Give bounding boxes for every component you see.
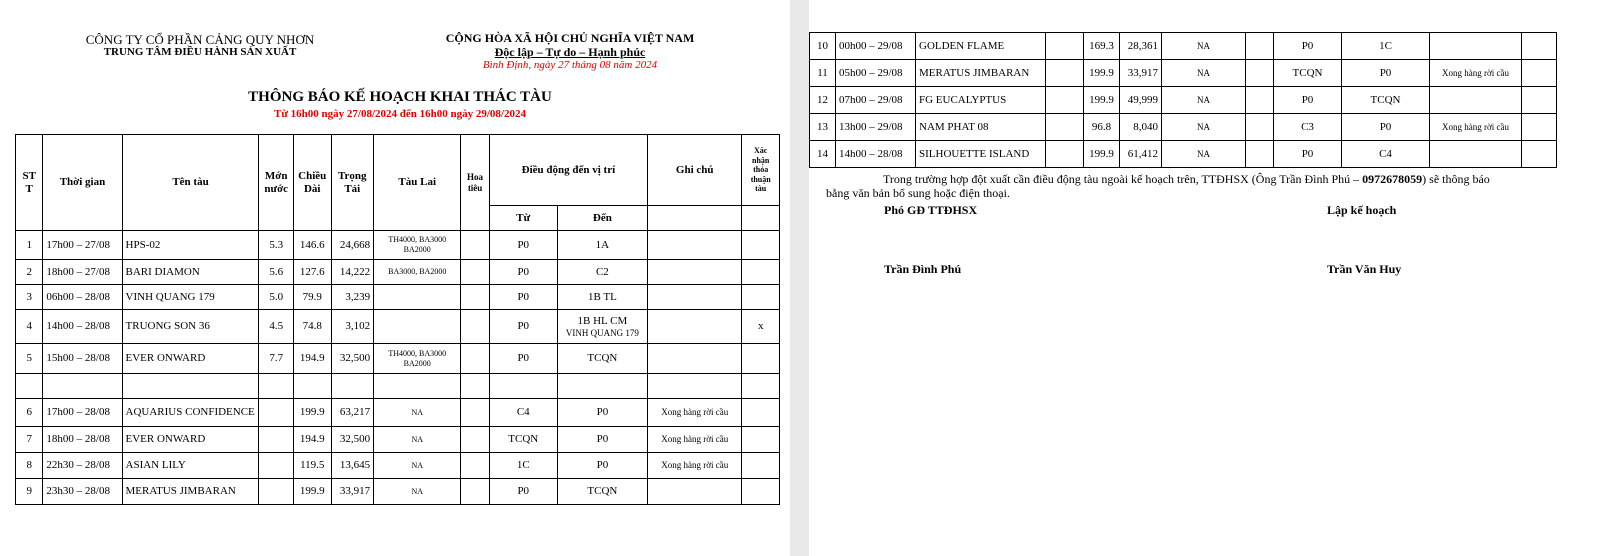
col-header-to: Đến <box>557 206 647 231</box>
cell-length: 96.8 <box>1084 114 1120 141</box>
cell-length: 119.5 <box>293 453 331 479</box>
col-header-from: Từ <box>489 206 557 231</box>
cell-time: 14h00 – 28/08 <box>836 141 916 168</box>
date-line: Bình Định, ngày 27 tháng 08 năm 2024 <box>482 59 658 71</box>
cell-time: 15h00 – 28/08 <box>43 344 122 374</box>
cell-time: 18h00 – 27/08 <box>43 260 122 285</box>
cell-tonnage: 61,412 <box>1120 141 1162 168</box>
cell-ship-name: MERATUS JIMBARAN <box>122 479 259 505</box>
cell-confirm <box>742 285 780 310</box>
cell-length: 199.9 <box>293 479 331 505</box>
cell-ship-name: FG EUCALYPTUS <box>916 87 1046 114</box>
cell-stt: 4 <box>16 310 43 344</box>
cell-length: 199.9 <box>293 399 331 427</box>
cell-tonnage: 63,217 <box>331 399 374 427</box>
cell-stt: 14 <box>810 141 836 168</box>
cell-stt: 10 <box>810 33 836 60</box>
cell-time: 00h00 – 29/08 <box>836 33 916 60</box>
cell-pilot <box>461 479 489 505</box>
cell-time: 06h00 – 28/08 <box>43 285 122 310</box>
cell-from: P0 <box>489 285 557 310</box>
cell-time <box>43 374 122 399</box>
cell-draft: 5.0 <box>259 285 293 310</box>
table-row <box>810 60 1557 87</box>
cell-stt: 1 <box>16 231 43 260</box>
cell-note <box>648 374 742 399</box>
cell-time: 18h00 – 28/08 <box>43 427 122 453</box>
cell-from: P0 <box>489 310 557 344</box>
cell-pilot <box>461 260 489 285</box>
table-row <box>16 479 780 505</box>
cell-tug: NA <box>1162 87 1246 114</box>
col-header-length: Chiều Dài <box>293 135 331 231</box>
footer-note-line2: bằng văn bản bổ sung hoặc điện thoại. <box>826 186 1010 200</box>
cell-length: 74.8 <box>293 310 331 344</box>
cell-draft <box>259 399 293 427</box>
cell-length: 199.9 <box>1084 141 1120 168</box>
cell-pilot <box>1246 33 1274 60</box>
cell-length: 169.3 <box>1084 33 1120 60</box>
cell-tonnage: 32,500 <box>331 344 374 374</box>
cell-draft <box>1046 114 1084 141</box>
cell-ship-name <box>122 374 259 399</box>
table-row <box>16 310 780 344</box>
cell-time: 17h00 – 27/08 <box>43 231 122 260</box>
cell-pilot <box>1246 114 1274 141</box>
cell-tug: TH4000, BA3000 BA2000 <box>374 344 461 374</box>
cell-tonnage: 49,999 <box>1120 87 1162 114</box>
cell-pilot <box>461 285 489 310</box>
cell-to: C4 <box>1342 141 1430 168</box>
cell-from: TCQN <box>489 427 557 453</box>
cell-stt: 9 <box>16 479 43 505</box>
cell-from: P0 <box>489 344 557 374</box>
cell-note <box>1430 87 1522 114</box>
table-row <box>16 344 780 374</box>
col-header-time: Thời gian <box>43 135 122 231</box>
cell-stt: 8 <box>16 453 43 479</box>
cell-draft <box>259 427 293 453</box>
cell-tug: TH4000, BA3000 BA2000 <box>374 231 461 260</box>
cell-stt: 6 <box>16 399 43 427</box>
cell-confirm <box>742 453 780 479</box>
document-page-2 <box>809 0 1600 556</box>
cell-length: 127.6 <box>293 260 331 285</box>
cell-ship-name: TRUONG SON 36 <box>122 310 259 344</box>
cell-from: TCQN <box>1274 60 1342 87</box>
department-name: TRUNG TÂM ĐIỀU HÀNH SẢN XUẤT <box>103 46 297 58</box>
cell-tug: NA <box>1162 114 1246 141</box>
cell-to: 1A <box>557 231 647 260</box>
cell-length <box>293 374 331 399</box>
col-header-pilot: Hoa tiêu <box>461 135 489 231</box>
schedule-table <box>15 134 780 505</box>
cell-length: 79.9 <box>293 285 331 310</box>
cell-note <box>648 260 742 285</box>
cell-confirm <box>742 231 780 260</box>
cell-pilot <box>461 374 489 399</box>
cell-note <box>648 285 742 310</box>
table-row <box>16 374 780 399</box>
cell-tonnage: 28,361 <box>1120 33 1162 60</box>
cell-to: P0 <box>557 427 647 453</box>
cell-draft <box>1046 60 1084 87</box>
cell-from <box>489 374 557 399</box>
cell-tonnage: 33,917 <box>331 479 374 505</box>
cell-confirm <box>1522 33 1557 60</box>
cell-to: TCQN <box>1342 87 1430 114</box>
cell-pilot <box>461 310 489 344</box>
cell-to: TCQN <box>557 344 647 374</box>
cell-tug: NA <box>1162 33 1246 60</box>
table-row <box>16 231 780 260</box>
cell-length: 146.6 <box>293 231 331 260</box>
cell-stt: 7 <box>16 427 43 453</box>
col-header-tonnage: Trọng Tải <box>331 135 374 231</box>
cell-note <box>1430 33 1522 60</box>
table-row <box>16 260 780 285</box>
cell-stt: 13 <box>810 114 836 141</box>
cell-ship-name: EVER ONWARD <box>122 344 259 374</box>
col-header-confirm: Xác nhận thỏa thuận tàu <box>742 135 780 206</box>
cell-note: Xong hàng rời cầu <box>1430 114 1522 141</box>
cell-tonnage: 3,239 <box>331 285 374 310</box>
cell-confirm <box>1522 87 1557 114</box>
cell-tug <box>374 374 461 399</box>
signer-left-role: Phó GĐ TTĐHSX <box>884 203 978 217</box>
cell-ship-name: VINH QUANG 179 <box>122 285 259 310</box>
page-title: THÔNG BÁO KẾ HOẠCH KHAI THÁC TÀU <box>248 89 552 105</box>
schedule-table-continued <box>809 32 1557 168</box>
cell-confirm <box>1522 60 1557 87</box>
company-name: CÔNG TY CỔ PHẦN CẢNG QUY NHƠN <box>85 32 315 47</box>
cell-tug: NA <box>1162 141 1246 168</box>
cell-stt: 5 <box>16 344 43 374</box>
col-header-draft: Mớn nước <box>259 135 293 231</box>
cell-ship-name: SILHOUETTE ISLAND <box>916 141 1046 168</box>
cell-tug: NA <box>374 427 461 453</box>
cell-ship-name: ASIAN LILY <box>122 453 259 479</box>
cell-tug <box>374 310 461 344</box>
footer-note-line1: Trong trường hợp đột xuất cần điều động tàu ngoài kế hoạch trên, TTĐHSX (Ông Trần Đình Phú – 0972678059) sẽ thông báo <box>883 172 1490 186</box>
cell-length: 194.9 <box>293 344 331 374</box>
col-header-note: Ghi chú <box>648 135 742 206</box>
cell-draft <box>1046 141 1084 168</box>
cell-confirm <box>1522 141 1557 168</box>
cell-tonnage: 8,040 <box>1120 114 1162 141</box>
cell-stt <box>16 374 43 399</box>
cell-ship-name: GOLDEN FLAME <box>916 33 1046 60</box>
cell-to <box>557 374 647 399</box>
col-header-tug: Tàu Lai <box>374 135 461 231</box>
cell-pilot <box>461 399 489 427</box>
cell-length: 199.9 <box>1084 60 1120 87</box>
contact-phone: 0972678059 <box>1362 172 1423 186</box>
cell-ship-name: HPS-02 <box>122 231 259 260</box>
cell-pilot <box>461 453 489 479</box>
nation-motto: Độc lập – Tự do – Hạnh phúc <box>494 45 646 59</box>
table-row <box>810 141 1557 168</box>
cell-to: C2 <box>557 260 647 285</box>
cell-confirm <box>1522 114 1557 141</box>
cell-time: 13h00 – 29/08 <box>836 114 916 141</box>
cell-draft <box>259 453 293 479</box>
cell-from: C3 <box>1274 114 1342 141</box>
cell-confirm <box>742 260 780 285</box>
cell-length: 194.9 <box>293 427 331 453</box>
cell-draft <box>1046 87 1084 114</box>
cell-note <box>648 310 742 344</box>
signer-left-name: Trần Đình Phú <box>884 262 962 276</box>
cell-confirm <box>742 344 780 374</box>
signer-right-name: Trần Văn Huy <box>1327 262 1402 276</box>
table-row <box>16 285 780 310</box>
cell-tonnage: 14,222 <box>331 260 374 285</box>
cell-from: P0 <box>1274 87 1342 114</box>
cell-to: 1B HL CM VINH QUANG 179 <box>557 310 647 344</box>
cell-tug: NA <box>374 453 461 479</box>
table-header-row <box>16 135 780 206</box>
cell-tug: NA <box>374 479 461 505</box>
cell-tonnage: 13,645 <box>331 453 374 479</box>
cell-stt: 11 <box>810 60 836 87</box>
cell-to: 1B TL <box>557 285 647 310</box>
cell-time: 22h30 – 28/08 <box>43 453 122 479</box>
table-row <box>16 427 780 453</box>
table-row <box>810 33 1557 60</box>
cell-to: P0 <box>557 399 647 427</box>
table-row <box>16 453 780 479</box>
cell-note: Xong hàng rời cầu <box>648 399 742 427</box>
cell-draft: 7.7 <box>259 344 293 374</box>
cell-draft <box>259 374 293 399</box>
signer-right-role: Lập kế hoạch <box>1327 203 1397 217</box>
cell-from: P0 <box>1274 33 1342 60</box>
cell-draft: 5.6 <box>259 260 293 285</box>
cell-pilot <box>1246 141 1274 168</box>
cell-confirm: x <box>742 310 780 344</box>
cell-tonnage: 33,917 <box>1120 60 1162 87</box>
cell-to: P0 <box>1342 60 1430 87</box>
cell-time: 05h00 – 29/08 <box>836 60 916 87</box>
cell-confirm <box>742 479 780 505</box>
cell-note: Xong hàng rời cầu <box>648 453 742 479</box>
cell-tonnage: 24,668 <box>331 231 374 260</box>
cell-note <box>1430 141 1522 168</box>
cell-tug: NA <box>374 399 461 427</box>
cell-confirm <box>742 374 780 399</box>
cell-draft: 4.5 <box>259 310 293 344</box>
cell-from: 1C <box>489 453 557 479</box>
cell-to: 1C <box>1342 33 1430 60</box>
cell-to: TCQN <box>557 479 647 505</box>
cell-ship-name: NAM PHAT 08 <box>916 114 1046 141</box>
cell-confirm <box>742 399 780 427</box>
cell-ship-name: BARI DIAMON <box>122 260 259 285</box>
cell-tug: NA <box>1162 60 1246 87</box>
cell-tonnage <box>331 374 374 399</box>
cell-pilot <box>1246 87 1274 114</box>
cell-ship-name: EVER ONWARD <box>122 427 259 453</box>
cell-pilot <box>1246 60 1274 87</box>
cell-note <box>648 479 742 505</box>
cell-note <box>648 231 742 260</box>
cell-time: 14h00 – 28/08 <box>43 310 122 344</box>
cell-stt: 3 <box>16 285 43 310</box>
cell-tug: BA3000, BA2000 <box>374 260 461 285</box>
cell-from: C4 <box>489 399 557 427</box>
col-header-move: Điều động đến vị trí <box>489 135 647 206</box>
col-header-ship: Tên tàu <box>122 135 259 231</box>
cell-note: Xong hàng rời cầu <box>648 427 742 453</box>
cell-pilot <box>461 427 489 453</box>
document-page-1 <box>0 0 790 556</box>
cell-length: 199.9 <box>1084 87 1120 114</box>
cell-tonnage: 3,102 <box>331 310 374 344</box>
cell-note: Xong hàng rời cầu <box>1430 60 1522 87</box>
table-row <box>810 114 1557 141</box>
cell-time: 17h00 – 28/08 <box>43 399 122 427</box>
cell-ship-name: AQUARIUS CONFIDENCE <box>122 399 259 427</box>
cell-from: P0 <box>1274 141 1342 168</box>
cell-stt: 2 <box>16 260 43 285</box>
cell-draft <box>259 479 293 505</box>
cell-draft <box>1046 33 1084 60</box>
cell-pilot <box>461 344 489 374</box>
cell-time: 23h30 – 28/08 <box>43 479 122 505</box>
table-row <box>810 87 1557 114</box>
col-header-stt: ST T <box>16 135 43 231</box>
nation-title: CỘNG HÒA XÃ HỘI CHỦ NGHĨA VIỆT NAM <box>445 31 695 45</box>
cell-from: P0 <box>489 260 557 285</box>
table-row <box>16 399 780 427</box>
cell-note <box>648 344 742 374</box>
cell-pilot <box>461 231 489 260</box>
cell-to: P0 <box>557 453 647 479</box>
cell-stt: 12 <box>810 87 836 114</box>
cell-draft: 5.3 <box>259 231 293 260</box>
cell-to: P0 <box>1342 114 1430 141</box>
cell-confirm <box>742 427 780 453</box>
cell-tonnage: 32,500 <box>331 427 374 453</box>
cell-time: 07h00 – 29/08 <box>836 87 916 114</box>
cell-tug <box>374 285 461 310</box>
cell-ship-name: MERATUS JIMBARAN <box>916 60 1046 87</box>
page-subtitle: Từ 16h00 ngày 27/08/2024 đến 16h00 ngày 29/08/2024 <box>273 108 526 120</box>
cell-from: P0 <box>489 479 557 505</box>
cell-from: P0 <box>489 231 557 260</box>
